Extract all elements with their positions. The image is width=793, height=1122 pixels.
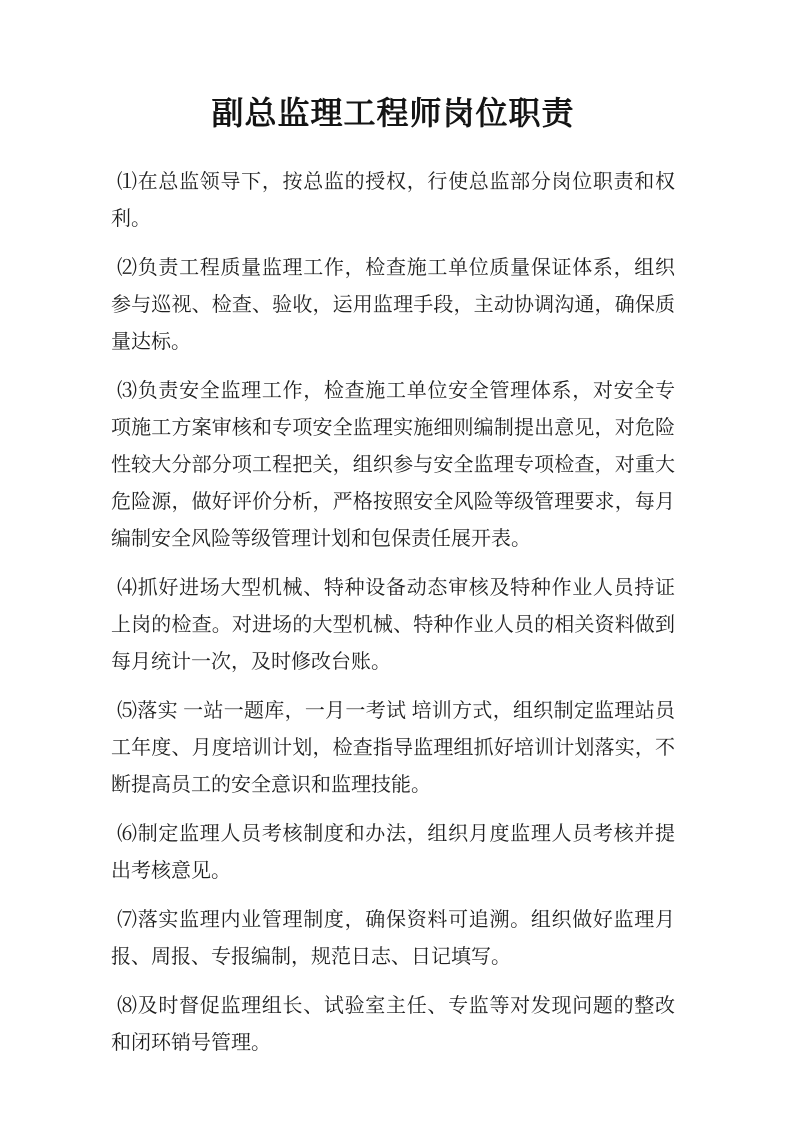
paragraph-7: ⑺落实监理内业管理制度，确保资料可追溯。组织做好监理月报、周报、专报编制，规范日志、日记填写。 (111, 909, 675, 968)
paragraph-2: ⑵负责工程质量监理工作，检查施工单位质量保证体系，组织参与巡视、检查、验收，运用监理手段，主动协调沟通，确保质量达标。 (111, 257, 675, 353)
paragraph-8: ⑻及时督促监理组长、试验室主任、专监等对发现问题的整改和闭环销号管理。 (111, 995, 675, 1054)
paragraph-3: ⑶负责安全监理工作，检查施工单位安全管理体系，对安全专项施工方案审核和专项安全监理实施细则编制提出意见，对危险性较大分部分项工程把关，组织参与安全监理专项检查，对重大危险源，做好评价分析，严格按照安全风险等级管理要求，每月编制安全风险等级管理计划和包保责任展开表。 (111, 380, 675, 550)
paragraph-5: ⑸落实 一站一题库，一月一考试 培训方式，组织制定监理站员工年度、月度培训计划，检查指导监理组抓好培训计划落实，不断提高员工的安全意识和监理技能。 (111, 700, 675, 796)
paragraph-1: ⑴在总监领导下，按总监的授权，行使总监部分岗位职责和权利。 (111, 171, 675, 230)
page-title: 副总监理工程师岗位职责 (211, 95, 575, 131)
paragraph-6: ⑹制定监理人员考核制度和办法，组织月度监理人员考核并提出考核意见。 (111, 823, 675, 882)
paragraph-4: ⑷抓好进场大型机械、特种设备动态审核及特种作业人员持证上岗的检查。对进场的大型机械、特种作业人员的相关资料做到每月统计一次，及时修改台账。 (111, 577, 675, 673)
